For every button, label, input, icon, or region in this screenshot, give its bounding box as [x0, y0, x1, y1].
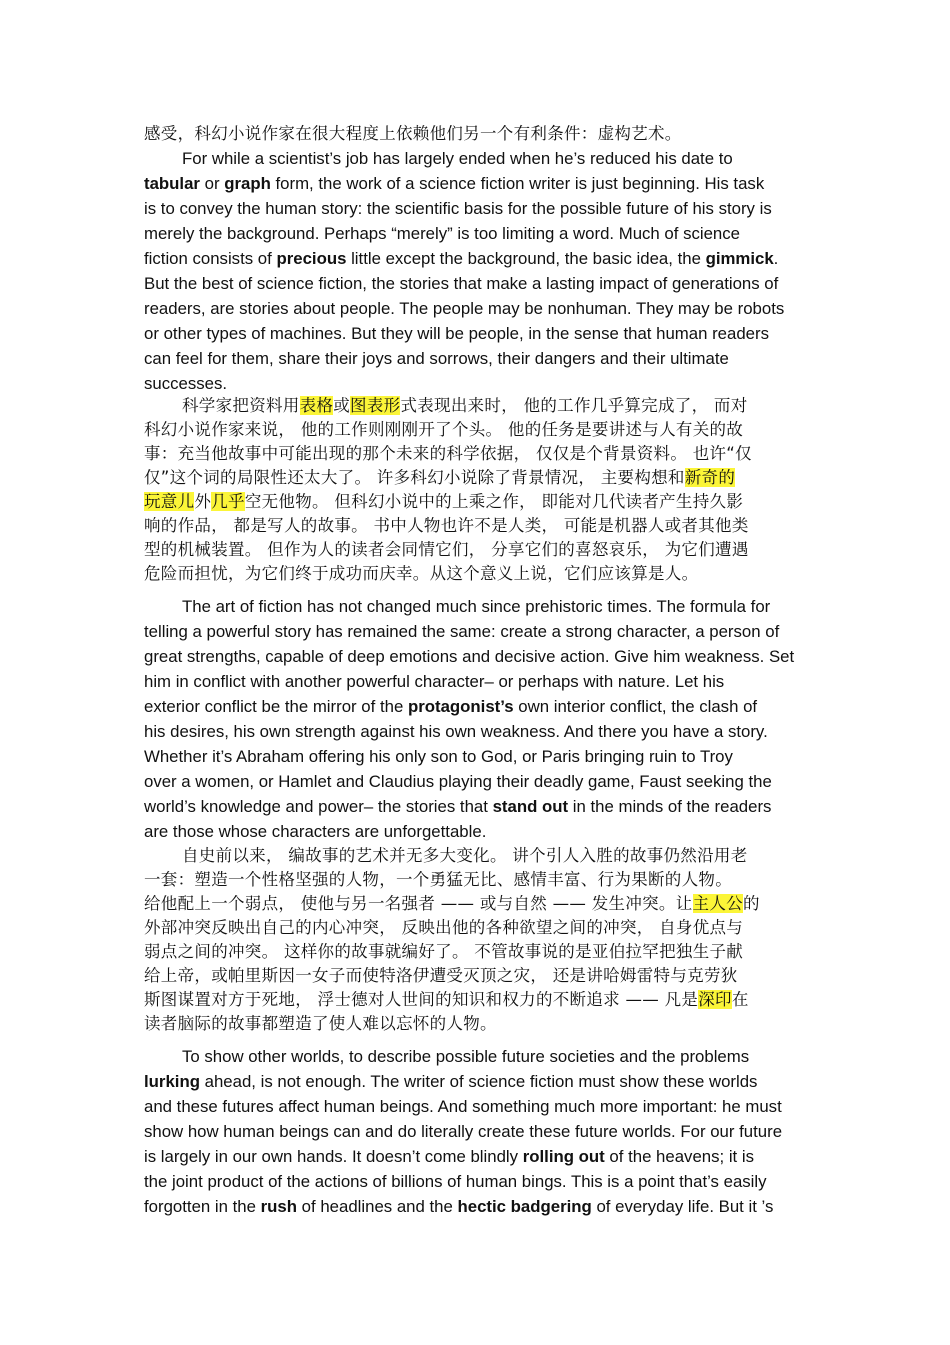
text-segment: 外部冲突反映出自己的内心冲突， 反映出他的各种欲望之间的冲突， 自身优点与 [144, 918, 744, 937]
text-line [144, 271, 824, 296]
text-segment: is largely in our own hands. It doesn’t come blindly [144, 1147, 523, 1166]
text-segment: can feel for them, share their joys and sorrows, their dangers and their ultimate [144, 349, 729, 368]
text-line [144, 769, 824, 794]
text-segment: 仅”这个词的局限性还太大了。 许多科幻小说除了背景情况， 主要构想和 [144, 468, 685, 487]
text-segment: forgotten in the [144, 1197, 261, 1216]
text-line [144, 1144, 824, 1169]
text-segment: 的 [742, 894, 760, 913]
bold-term: badgering [510, 1197, 592, 1216]
text-line [144, 891, 824, 916]
text-line [144, 819, 824, 844]
text-segment: 响的作品， 都是写人的故事。 书中人物也许不是人类， 可能是机器人或者其他类 [144, 516, 749, 535]
text-segment: him in conflict with another powerful character– or perhaps with nature. Let his [144, 672, 725, 691]
text-line [144, 171, 824, 196]
text-segment: 一套：塑造一个性格坚强的人物，一个勇猛无比、感情丰富、行为果断的人物。 [144, 870, 732, 889]
text-line [144, 417, 824, 442]
bold-term: hectic [457, 1197, 506, 1216]
text-segment: readers, are stories about people. The people may be nonhuman. They may be robots [144, 299, 785, 318]
text-segment: 斯图谋置对方于死地， 浮士德对人世间的知识和权力的不断追求 —— 凡是 [144, 990, 699, 1009]
text-segment: 事：充当他故事中可能出现的那个未来的科学依据， 仅仅是个背景资料。 也许“仅 [144, 444, 752, 463]
text-segment: 或 [333, 396, 351, 415]
text-line [144, 644, 824, 669]
highlighted-term: 玩意儿 [144, 492, 195, 511]
text-line [144, 1119, 824, 1144]
text-segment: own interior conflict, the clash of [513, 697, 758, 716]
text-line [144, 867, 824, 892]
text-segment: are those whose characters are unforgettable. [144, 822, 487, 841]
highlighted-term: 图表形 [350, 396, 401, 415]
text-line [144, 1069, 824, 1094]
highlighted-term: 新奇的 [684, 468, 736, 487]
text-segment: show how human beings can and do literally create these future worlds. For our future [144, 1122, 783, 1141]
text-line [144, 561, 824, 586]
text-line [144, 794, 824, 819]
text-line [182, 393, 824, 418]
text-line [144, 1169, 824, 1194]
text-segment: in the minds of the readers [568, 797, 772, 816]
text-line [144, 465, 824, 490]
text-segment: fiction consists of [144, 249, 277, 268]
text-line [144, 296, 824, 321]
text-line [144, 987, 824, 1012]
bold-term: rolling out [522, 1147, 605, 1166]
text-segment: exterior conflict be the mirror of the [144, 697, 408, 716]
text-segment: 外 [194, 492, 212, 511]
text-segment: 科幻小说作家来说， 他的工作则刚刚开了个头。 他的任务是要讲述与人有关的故 [144, 420, 744, 439]
text-segment: 感受，科幻小说作家在很大程度上依赖他们另一个有利条件：虚构艺术。 [144, 124, 682, 143]
text-line [144, 246, 824, 271]
text-segment: 空无他物。 但科幻小说中的上乘之作， 即能对几代读者产生持久影 [244, 492, 744, 511]
text-segment: 式表现出来时， 他的工作几乎算完成了， 而对 [400, 396, 748, 415]
text-line [144, 915, 824, 940]
bold-term: lurking [144, 1072, 200, 1091]
text-line [144, 694, 824, 719]
text-segment: telling a powerful story has remained the same: create a strong character, a person of [144, 622, 780, 641]
text-segment: great strengths, capable of deep emotions and decisive action. Give him weakness. Set [144, 647, 795, 666]
text-line [144, 537, 824, 562]
text-segment: the joint product of the actions of billions of human bings. This is a point that’s easily [144, 1172, 767, 1191]
text-segment: 给上帝，或帕里斯因一女子而使特洛伊遭受灭顶之灾， 还是讲哈姆雷特与克劳狄 [144, 966, 738, 985]
text-line [144, 346, 824, 371]
text-line [182, 146, 824, 171]
text-line [182, 843, 824, 868]
text-segment: For while a scientist’s job has largely ended when he’s reduced his date to [182, 149, 733, 168]
text-line [144, 719, 824, 744]
text-segment: or other types of machines. But they will be people, in the sense that human readers [144, 324, 769, 343]
text-segment: world’s knowledge and power– the stories that [144, 797, 493, 816]
text-line [144, 1011, 824, 1036]
text-segment: 危险而担忧，为它们终于成功而庆幸。从这个意义上说，它们应该算是人。 [144, 564, 699, 583]
bold-term: tabular [144, 174, 200, 193]
text-line [144, 441, 824, 466]
text-segment: of everyday life. But it ’s [591, 1197, 774, 1216]
highlighted-term: 深印 [698, 990, 732, 1009]
text-segment: 科学家把资料用 [182, 396, 300, 415]
text-segment: form, the work of a science fiction writer is just beginning. His task [270, 174, 765, 193]
text-segment: 读者脑际的故事都塑造了使人难以忘怀的人物。 [144, 1014, 497, 1033]
text-segment: . [773, 249, 779, 268]
text-line [144, 221, 824, 246]
bold-term: protagonist’s [407, 697, 514, 716]
text-segment: 自史前以来， 编故事的艺术并无多大变化。 讲个引人入胜的故事仍然沿用老 [182, 846, 748, 865]
text-segment: little except the background, the basic idea, the [346, 249, 706, 268]
text-line [144, 963, 824, 988]
text-line [144, 121, 824, 146]
text-segment: 型的机械装置。 但作为人的读者会同情它们， 分享它们的喜怒哀乐， 为它们遭遇 [144, 540, 749, 559]
text-segment: Whether it’s Abraham offering his only son to God, or Paris bringing ruin to Troy [144, 747, 733, 766]
text-segment: But the best of science fiction, the stories that make a lasting impact of generations of [144, 274, 779, 293]
text-segment: 在 [731, 990, 749, 1009]
bold-term: rush [260, 1197, 297, 1216]
highlighted-term: 表格 [299, 396, 334, 415]
text-line [144, 489, 824, 514]
text-segment: 给他配上一个弱点， 使他与另一名强者 —— 或与自然 —— 发生冲突。让 [144, 894, 693, 913]
text-segment: The art of fiction has not changed much since prehistoric times. The formula for [182, 597, 771, 616]
text-segment: 弱点之间的冲突。 这样你的故事就编好了。 不管故事说的是亚伯拉罕把独生子献 [144, 942, 744, 961]
bold-term: gimmick [705, 249, 774, 268]
text-line [144, 939, 824, 964]
text-segment: successes. [144, 374, 228, 393]
text-line [144, 1194, 824, 1219]
text-segment: is to convey the human story: the scientific basis for the possible future of his story is [144, 199, 772, 218]
highlighted-term: 几乎 [211, 492, 245, 511]
text-segment: To show other worlds, to describe possible future societies and the problems [182, 1047, 750, 1066]
text-line [144, 321, 824, 346]
text-segment: his desires, his own strength against his own weakness. And there you have a story. [144, 722, 768, 741]
text-segment: merely the background. Perhaps “merely” is too limiting a word. Much of science [144, 224, 740, 243]
bold-term: precious [276, 249, 347, 268]
text-line [144, 744, 824, 769]
text-line [144, 1094, 824, 1119]
highlighted-term: 主人公 [692, 894, 743, 913]
bold-term: stand out [492, 797, 569, 816]
text-line [182, 594, 824, 619]
text-segment: over a women, or Hamlet and Claudius playing their deadly game, Faust seeking the [144, 772, 772, 791]
text-segment: of headlines and the [297, 1197, 458, 1216]
text-segment: of the heavens; it is [604, 1147, 755, 1166]
text-line [144, 669, 824, 694]
text-line [182, 1044, 824, 1069]
text-segment: ahead, is not enough. The writer of science fiction must show these worlds [199, 1072, 758, 1091]
text-line [144, 513, 824, 538]
text-segment: and these futures affect human beings. And something much more important: he must [144, 1097, 782, 1116]
text-line [144, 196, 824, 221]
text-segment: or [199, 174, 225, 193]
text-line [144, 619, 824, 644]
bold-term: graph [224, 174, 271, 193]
